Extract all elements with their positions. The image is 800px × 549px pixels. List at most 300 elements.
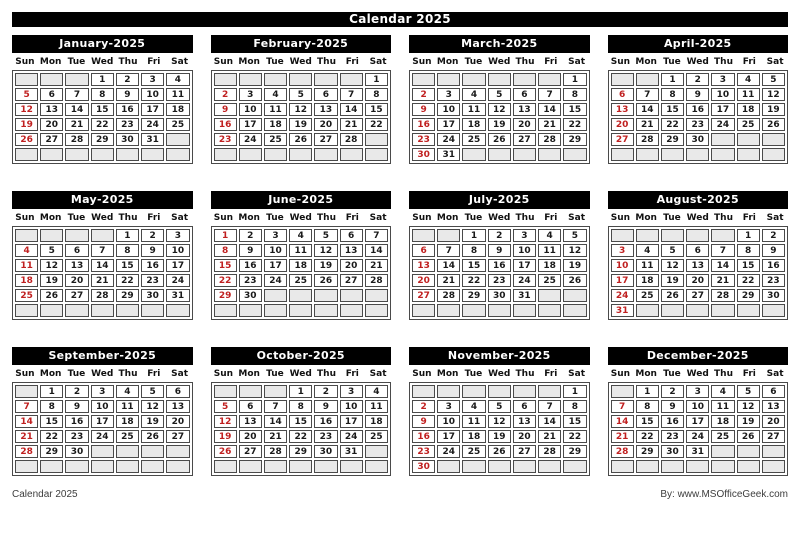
empty-cell bbox=[365, 304, 388, 317]
day-cell: 30 bbox=[116, 133, 139, 146]
week-row bbox=[15, 289, 190, 302]
empty-cell bbox=[636, 304, 659, 317]
day-of-week-label: Fri bbox=[544, 56, 558, 67]
empty-cell bbox=[141, 445, 164, 458]
day-of-week-label: Tue bbox=[663, 212, 681, 223]
day-cell: 26 bbox=[488, 133, 511, 146]
empty-cell bbox=[437, 229, 460, 242]
day-header-row bbox=[608, 53, 789, 70]
day-cell: 17 bbox=[611, 274, 634, 287]
day-cell: 22 bbox=[116, 274, 139, 287]
month-block bbox=[211, 35, 392, 164]
day-of-week-label: Sat bbox=[171, 212, 189, 223]
day-cell: 17 bbox=[711, 103, 734, 116]
day-cell: 29 bbox=[40, 445, 63, 458]
day-cell: 11 bbox=[15, 259, 38, 272]
day-cell: 11 bbox=[264, 103, 287, 116]
day-cell: 5 bbox=[661, 244, 684, 257]
day-cell: 8 bbox=[636, 400, 659, 413]
day-of-week-label: Fri bbox=[544, 368, 558, 379]
day-cell: 10 bbox=[686, 400, 709, 413]
day-cell: 12 bbox=[737, 400, 760, 413]
day-cell: 19 bbox=[141, 415, 164, 428]
day-cell: 10 bbox=[166, 244, 189, 257]
empty-cell bbox=[636, 148, 659, 161]
day-cell: 11 bbox=[636, 259, 659, 272]
week-row bbox=[611, 133, 786, 146]
day-cell: 4 bbox=[711, 385, 734, 398]
day-cell: 8 bbox=[365, 88, 388, 101]
empty-cell bbox=[15, 73, 38, 86]
month-grid bbox=[211, 226, 392, 320]
empty-cell bbox=[611, 73, 634, 86]
day-of-week-label: Mon bbox=[635, 368, 657, 379]
day-cell: 29 bbox=[91, 133, 114, 146]
day-cell: 7 bbox=[264, 400, 287, 413]
day-of-week-label: Sat bbox=[171, 368, 189, 379]
day-cell: 23 bbox=[488, 274, 511, 287]
empty-cell bbox=[166, 460, 189, 473]
empty-cell bbox=[15, 460, 38, 473]
day-cell: 6 bbox=[513, 88, 536, 101]
week-row bbox=[611, 445, 786, 458]
day-cell: 19 bbox=[314, 259, 337, 272]
day-cell: 17 bbox=[91, 415, 114, 428]
week-row bbox=[15, 400, 190, 413]
day-of-week-label: Sat bbox=[171, 56, 189, 67]
day-cell: 13 bbox=[40, 103, 63, 116]
day-cell: 10 bbox=[91, 400, 114, 413]
day-cell: 21 bbox=[264, 430, 287, 443]
day-of-week-label: Thu bbox=[118, 56, 138, 67]
day-cell: 25 bbox=[636, 289, 659, 302]
week-row bbox=[15, 103, 190, 116]
day-cell: 22 bbox=[40, 430, 63, 443]
day-cell: 28 bbox=[15, 445, 38, 458]
empty-cell bbox=[264, 304, 287, 317]
week-row bbox=[214, 400, 389, 413]
day-of-week-label: Fri bbox=[742, 368, 756, 379]
day-cell: 5 bbox=[15, 88, 38, 101]
day-cell: 25 bbox=[462, 133, 485, 146]
empty-cell bbox=[538, 385, 561, 398]
day-cell: 5 bbox=[488, 88, 511, 101]
day-cell: 3 bbox=[513, 229, 536, 242]
day-cell: 18 bbox=[365, 415, 388, 428]
day-of-week-label: Mon bbox=[238, 56, 260, 67]
week-row bbox=[611, 304, 786, 317]
day-cell: 3 bbox=[340, 385, 363, 398]
day-cell: 14 bbox=[91, 259, 114, 272]
day-cell: 1 bbox=[563, 385, 586, 398]
day-cell: 29 bbox=[737, 289, 760, 302]
day-cell: 15 bbox=[563, 103, 586, 116]
day-cell: 30 bbox=[141, 289, 164, 302]
day-cell: 22 bbox=[365, 118, 388, 131]
day-cell: 28 bbox=[437, 289, 460, 302]
empty-cell bbox=[513, 460, 536, 473]
day-of-week-label: Sun bbox=[15, 212, 35, 223]
day-of-week-label: Sun bbox=[610, 212, 631, 223]
day-cell: 3 bbox=[686, 385, 709, 398]
day-cell: 22 bbox=[661, 118, 684, 131]
day-cell: 28 bbox=[538, 133, 561, 146]
empty-cell bbox=[462, 148, 485, 161]
month-block bbox=[211, 191, 392, 320]
day-cell: 20 bbox=[239, 430, 262, 443]
day-of-week-label: Sun bbox=[15, 368, 35, 379]
empty-cell bbox=[214, 460, 237, 473]
empty-cell bbox=[636, 460, 659, 473]
day-of-week-label: Tue bbox=[663, 368, 681, 379]
day-cell: 18 bbox=[711, 415, 734, 428]
week-row bbox=[214, 148, 389, 161]
day-cell: 30 bbox=[65, 445, 88, 458]
day-cell: 6 bbox=[513, 400, 536, 413]
empty-cell bbox=[661, 460, 684, 473]
day-cell: 18 bbox=[116, 415, 139, 428]
day-cell: 15 bbox=[737, 259, 760, 272]
empty-cell bbox=[513, 73, 536, 86]
week-row bbox=[214, 103, 389, 116]
day-of-week-label: Wed bbox=[289, 212, 312, 223]
day-of-week-label: Wed bbox=[91, 212, 114, 223]
day-of-week-label: Fri bbox=[345, 212, 359, 223]
week-row bbox=[214, 244, 389, 257]
day-cell: 30 bbox=[412, 148, 435, 161]
day-cell: 18 bbox=[462, 430, 485, 443]
day-cell: 19 bbox=[737, 415, 760, 428]
month-header: May-2025 bbox=[12, 191, 193, 209]
week-row bbox=[611, 229, 786, 242]
empty-cell bbox=[264, 148, 287, 161]
day-cell: 24 bbox=[239, 133, 262, 146]
empty-cell bbox=[116, 148, 139, 161]
day-cell: 19 bbox=[488, 118, 511, 131]
empty-cell bbox=[15, 304, 38, 317]
empty-cell bbox=[166, 148, 189, 161]
day-cell: 1 bbox=[661, 73, 684, 86]
day-cell: 29 bbox=[214, 289, 237, 302]
day-cell: 9 bbox=[116, 88, 139, 101]
week-row bbox=[611, 244, 786, 257]
month-block bbox=[608, 35, 789, 164]
week-row bbox=[15, 460, 190, 473]
day-of-week-label: Sat bbox=[369, 56, 387, 67]
day-cell: 9 bbox=[762, 244, 785, 257]
empty-cell bbox=[711, 148, 734, 161]
day-of-week-label: Tue bbox=[266, 212, 284, 223]
week-row bbox=[412, 229, 587, 242]
week-row bbox=[214, 259, 389, 272]
day-cell: 14 bbox=[365, 244, 388, 257]
day-cell: 30 bbox=[412, 460, 435, 473]
week-row bbox=[412, 244, 587, 257]
day-cell: 8 bbox=[563, 400, 586, 413]
day-cell: 23 bbox=[239, 274, 262, 287]
day-cell: 23 bbox=[116, 118, 139, 131]
day-cell: 18 bbox=[636, 274, 659, 287]
footer-right-credit: By: www.MSOfficeGeek.com bbox=[660, 489, 788, 500]
empty-cell bbox=[40, 304, 63, 317]
day-cell: 26 bbox=[289, 133, 312, 146]
empty-cell bbox=[762, 133, 785, 146]
empty-cell bbox=[40, 73, 63, 86]
day-cell: 10 bbox=[611, 259, 634, 272]
day-cell: 9 bbox=[214, 103, 237, 116]
empty-cell bbox=[166, 133, 189, 146]
empty-cell bbox=[65, 460, 88, 473]
empty-cell bbox=[40, 229, 63, 242]
empty-cell bbox=[636, 73, 659, 86]
empty-cell bbox=[538, 73, 561, 86]
day-header-row bbox=[12, 365, 193, 382]
day-cell: 16 bbox=[762, 259, 785, 272]
empty-cell bbox=[15, 229, 38, 242]
month-block bbox=[409, 347, 590, 476]
day-of-week-label: Wed bbox=[686, 368, 709, 379]
day-cell: 24 bbox=[141, 118, 164, 131]
day-cell: 4 bbox=[166, 73, 189, 86]
day-cell: 27 bbox=[239, 445, 262, 458]
month-header: June-2025 bbox=[211, 191, 392, 209]
day-of-week-label: Sat bbox=[766, 212, 784, 223]
day-of-week-label: Tue bbox=[663, 56, 681, 67]
empty-cell bbox=[264, 289, 287, 302]
day-of-week-label: Fri bbox=[742, 212, 756, 223]
day-cell: 26 bbox=[214, 445, 237, 458]
day-cell: 20 bbox=[762, 415, 785, 428]
day-cell: 6 bbox=[686, 244, 709, 257]
day-cell: 15 bbox=[563, 415, 586, 428]
day-of-week-label: Tue bbox=[67, 368, 86, 379]
day-cell: 15 bbox=[91, 103, 114, 116]
day-cell: 20 bbox=[686, 274, 709, 287]
day-cell: 22 bbox=[563, 118, 586, 131]
calendar-page bbox=[0, 12, 800, 500]
day-cell: 1 bbox=[116, 229, 139, 242]
day-of-week-label: Fri bbox=[742, 56, 756, 67]
day-cell: 5 bbox=[214, 400, 237, 413]
day-cell: 2 bbox=[239, 229, 262, 242]
empty-cell bbox=[65, 148, 88, 161]
empty-cell bbox=[611, 385, 634, 398]
day-of-week-label: Wed bbox=[91, 368, 114, 379]
day-cell: 14 bbox=[538, 415, 561, 428]
month-header: April-2025 bbox=[608, 35, 789, 53]
day-cell: 6 bbox=[611, 88, 634, 101]
day-cell: 5 bbox=[314, 229, 337, 242]
day-cell: 16 bbox=[141, 259, 164, 272]
month-grid bbox=[608, 70, 789, 164]
day-cell: 10 bbox=[437, 103, 460, 116]
day-cell: 16 bbox=[686, 103, 709, 116]
day-cell: 15 bbox=[661, 103, 684, 116]
day-cell: 18 bbox=[289, 259, 312, 272]
day-cell: 20 bbox=[513, 118, 536, 131]
day-cell: 25 bbox=[264, 133, 287, 146]
day-cell: 14 bbox=[340, 103, 363, 116]
day-cell: 28 bbox=[636, 133, 659, 146]
day-cell: 26 bbox=[15, 133, 38, 146]
day-cell: 20 bbox=[513, 430, 536, 443]
empty-cell bbox=[91, 148, 114, 161]
day-cell: 10 bbox=[513, 244, 536, 257]
day-cell: 15 bbox=[214, 259, 237, 272]
empty-cell bbox=[737, 460, 760, 473]
week-row bbox=[611, 385, 786, 398]
day-cell: 20 bbox=[314, 118, 337, 131]
day-of-week-label: Sun bbox=[213, 368, 234, 379]
empty-cell bbox=[314, 460, 337, 473]
empty-cell bbox=[488, 148, 511, 161]
day-cell: 29 bbox=[563, 445, 586, 458]
day-cell: 23 bbox=[214, 133, 237, 146]
day-cell: 10 bbox=[264, 244, 287, 257]
day-cell: 3 bbox=[166, 229, 189, 242]
week-row bbox=[15, 430, 190, 443]
day-cell: 1 bbox=[91, 73, 114, 86]
day-cell: 6 bbox=[239, 400, 262, 413]
day-cell: 2 bbox=[116, 73, 139, 86]
empty-cell bbox=[289, 460, 312, 473]
week-row bbox=[412, 88, 587, 101]
day-cell: 13 bbox=[340, 244, 363, 257]
day-cell: 20 bbox=[40, 118, 63, 131]
day-cell: 6 bbox=[340, 229, 363, 242]
month-grid bbox=[12, 382, 193, 476]
empty-cell bbox=[264, 460, 287, 473]
day-cell: 30 bbox=[239, 289, 262, 302]
empty-cell bbox=[15, 148, 38, 161]
day-cell: 20 bbox=[166, 415, 189, 428]
day-cell: 21 bbox=[611, 430, 634, 443]
week-row bbox=[214, 385, 389, 398]
week-row bbox=[611, 400, 786, 413]
day-cell: 10 bbox=[239, 103, 262, 116]
day-cell: 9 bbox=[314, 400, 337, 413]
day-cell: 15 bbox=[636, 415, 659, 428]
day-cell: 2 bbox=[686, 73, 709, 86]
day-cell: 23 bbox=[314, 430, 337, 443]
day-cell: 12 bbox=[141, 400, 164, 413]
day-cell: 31 bbox=[340, 445, 363, 458]
day-cell: 16 bbox=[239, 259, 262, 272]
day-of-week-label: Fri bbox=[345, 368, 359, 379]
day-cell: 2 bbox=[661, 385, 684, 398]
day-cell: 17 bbox=[340, 415, 363, 428]
day-cell: 20 bbox=[65, 274, 88, 287]
day-cell: 9 bbox=[661, 400, 684, 413]
day-of-week-label: Thu bbox=[118, 212, 138, 223]
day-cell: 2 bbox=[412, 88, 435, 101]
day-of-week-label: Tue bbox=[464, 368, 483, 379]
week-row bbox=[611, 73, 786, 86]
month-header: November-2025 bbox=[409, 347, 590, 365]
day-cell: 24 bbox=[686, 430, 709, 443]
empty-cell bbox=[365, 148, 388, 161]
day-cell: 26 bbox=[40, 289, 63, 302]
empty-cell bbox=[239, 385, 262, 398]
day-cell: 8 bbox=[214, 244, 237, 257]
day-cell: 19 bbox=[762, 103, 785, 116]
day-cell: 22 bbox=[737, 274, 760, 287]
day-cell: 11 bbox=[462, 415, 485, 428]
day-of-week-label: Sat bbox=[369, 212, 387, 223]
empty-cell bbox=[488, 460, 511, 473]
empty-cell bbox=[437, 73, 460, 86]
week-row bbox=[214, 274, 389, 287]
day-of-week-label: Mon bbox=[39, 212, 62, 223]
month-block bbox=[12, 35, 193, 164]
day-cell: 7 bbox=[538, 400, 561, 413]
empty-cell bbox=[15, 385, 38, 398]
week-row bbox=[214, 304, 389, 317]
empty-cell bbox=[239, 460, 262, 473]
day-of-week-label: Fri bbox=[147, 56, 161, 67]
day-cell: 13 bbox=[762, 400, 785, 413]
day-cell: 22 bbox=[563, 430, 586, 443]
day-cell: 3 bbox=[611, 244, 634, 257]
day-of-week-label: Wed bbox=[488, 212, 511, 223]
day-cell: 27 bbox=[513, 445, 536, 458]
day-cell: 26 bbox=[314, 274, 337, 287]
month-header: March-2025 bbox=[409, 35, 590, 53]
day-of-week-label: Sat bbox=[568, 56, 586, 67]
day-cell: 26 bbox=[737, 430, 760, 443]
week-row bbox=[15, 244, 190, 257]
day-of-week-label: Tue bbox=[464, 212, 483, 223]
week-row bbox=[412, 385, 587, 398]
day-cell: 23 bbox=[412, 445, 435, 458]
day-cell: 29 bbox=[116, 289, 139, 302]
day-of-week-label: Wed bbox=[289, 56, 312, 67]
day-cell: 15 bbox=[116, 259, 139, 272]
day-cell: 30 bbox=[661, 445, 684, 458]
empty-cell bbox=[214, 385, 237, 398]
empty-cell bbox=[289, 304, 312, 317]
day-cell: 18 bbox=[462, 118, 485, 131]
day-cell: 6 bbox=[65, 244, 88, 257]
day-cell: 22 bbox=[462, 274, 485, 287]
day-cell: 24 bbox=[264, 274, 287, 287]
week-row bbox=[214, 430, 389, 443]
empty-cell bbox=[314, 289, 337, 302]
day-cell: 9 bbox=[65, 400, 88, 413]
empty-cell bbox=[340, 460, 363, 473]
empty-cell bbox=[412, 229, 435, 242]
day-cell: 14 bbox=[538, 103, 561, 116]
day-cell: 4 bbox=[462, 88, 485, 101]
day-cell: 13 bbox=[611, 103, 634, 116]
day-header-row bbox=[211, 365, 392, 382]
day-cell: 25 bbox=[289, 274, 312, 287]
empty-cell bbox=[40, 148, 63, 161]
day-cell: 24 bbox=[340, 430, 363, 443]
day-cell: 20 bbox=[412, 274, 435, 287]
page-title: Calendar 2025 bbox=[12, 12, 788, 27]
day-cell: 10 bbox=[711, 88, 734, 101]
empty-cell bbox=[711, 304, 734, 317]
day-cell: 4 bbox=[462, 400, 485, 413]
day-cell: 5 bbox=[488, 400, 511, 413]
day-cell: 8 bbox=[116, 244, 139, 257]
day-cell: 9 bbox=[412, 103, 435, 116]
day-cell: 20 bbox=[340, 259, 363, 272]
day-cell: 5 bbox=[289, 88, 312, 101]
day-cell: 14 bbox=[636, 103, 659, 116]
day-of-week-label: Wed bbox=[686, 56, 709, 67]
